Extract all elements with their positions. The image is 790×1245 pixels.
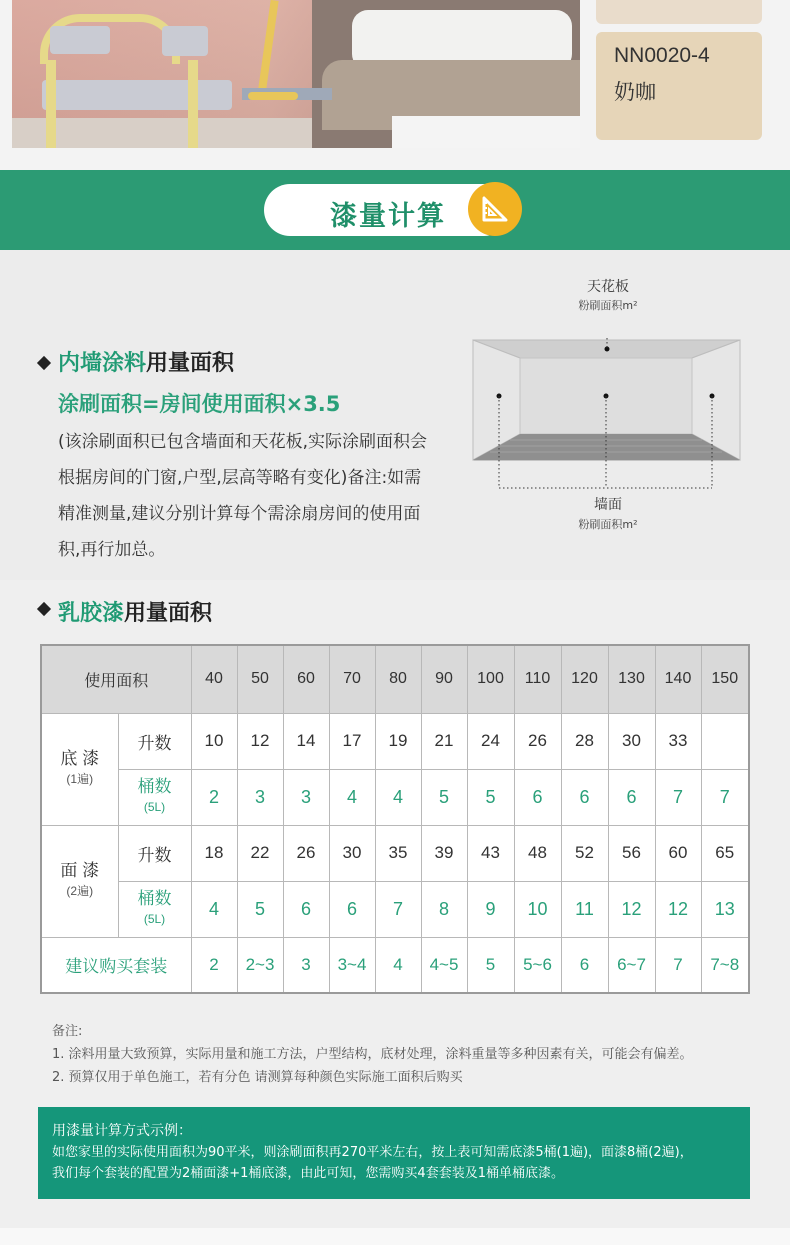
suggest-cell: 6 — [561, 937, 608, 993]
swatch-name: 奶咖 — [614, 80, 656, 104]
area-cell: 150 — [701, 645, 749, 713]
topcoat-buckets-cell: 13 — [701, 881, 749, 937]
suggest-cell: 7 — [655, 937, 701, 993]
area-cell: 140 — [655, 645, 701, 713]
buckets-label — [118, 769, 191, 825]
table-row — [41, 881, 749, 937]
primer-liters-cell: 24 — [467, 713, 514, 769]
suggest-cell: 5~6 — [514, 937, 561, 993]
primer-label: 底 漆 — [60, 749, 100, 768]
suggest-label: 建议购买套装 — [41, 937, 191, 993]
area-cell: 120 — [561, 645, 608, 713]
primer-group-label — [41, 713, 118, 825]
primer-buckets-cell: 3 — [237, 769, 283, 825]
topcoat-liters-cell: 52 — [561, 825, 608, 881]
primer-buckets-cell: 6 — [514, 769, 561, 825]
paint-usage-table — [40, 644, 750, 994]
suggest-cell: 4 — [375, 937, 421, 993]
topcoat-coats: (2遍) — [66, 884, 94, 898]
primer-buckets-cell: 4 — [329, 769, 375, 825]
topcoat-buckets-cell: 6 — [283, 881, 329, 937]
topcoat-liters-cell: 65 — [701, 825, 749, 881]
primer-liters-cell: 19 — [375, 713, 421, 769]
bucket-size: (5L) — [143, 800, 166, 814]
topcoat-buckets-cell: 10 — [514, 881, 561, 937]
primer-liters-cell: 12 — [237, 713, 283, 769]
topcoat-liters-cell: 39 — [421, 825, 467, 881]
buckets-label — [118, 881, 191, 937]
topcoat-liters-cell: 26 — [283, 825, 329, 881]
notes-line: 1. 涂料用量大致预算，实际用量和施工方法，户型结构，底材处理，涂料重量等多种因素有关，可能会有偏差。 — [52, 1047, 693, 1062]
diamond-bullet-icon — [37, 602, 51, 616]
primer-buckets-cell: 6 — [561, 769, 608, 825]
section-banner — [0, 170, 790, 250]
area-cell: 130 — [608, 645, 655, 713]
interior-heading — [58, 346, 234, 377]
liters-label: 升数 — [118, 825, 191, 881]
area-cell: 80 — [375, 645, 421, 713]
topcoat-liters-cell: 35 — [375, 825, 421, 881]
topcoat-liters-cell: 56 — [608, 825, 655, 881]
suggest-cell: 4~5 — [421, 937, 467, 993]
color-swatch-card[interactable] — [596, 32, 762, 140]
footer-divider — [0, 1228, 790, 1245]
suggest-cell: 2~3 — [237, 937, 283, 993]
area-cell: 60 — [283, 645, 329, 713]
primer-liters-cell: 26 — [514, 713, 561, 769]
topcoat-buckets-cell: 8 — [421, 881, 467, 937]
topcoat-buckets-cell: 7 — [375, 881, 421, 937]
area-formula: 涂刷面积=房间使用面积×3.5 — [58, 392, 341, 416]
bucket-size: (5L) — [143, 912, 166, 926]
notes-line: 2. 预算仅用于单色施工，若有分色 请测算每种颜色实际施工面积后购买 — [52, 1070, 463, 1085]
topcoat-buckets-cell: 11 — [561, 881, 608, 937]
area-cell: 50 — [237, 645, 283, 713]
primer-liters-cell: 28 — [561, 713, 608, 769]
room-photo — [12, 0, 580, 148]
topcoat-group-label — [41, 825, 118, 937]
primer-buckets-cell: 7 — [655, 769, 701, 825]
primer-buckets-cell: 5 — [467, 769, 514, 825]
topcoat-buckets-cell: 9 — [467, 881, 514, 937]
topcoat-label: 面 漆 — [60, 861, 100, 880]
wall-label: 墙面 — [594, 497, 622, 513]
interior-paint-section — [0, 250, 790, 580]
primer-buckets-cell: 2 — [191, 769, 237, 825]
example-title: 用漆量计算方式示例： — [52, 1123, 192, 1139]
primer-liters-cell: 17 — [329, 713, 375, 769]
example-box — [38, 1107, 750, 1199]
swatch-code: NN0020-4 — [614, 44, 710, 67]
topcoat-buckets-cell: 12 — [655, 881, 701, 937]
primer-liters-cell: 14 — [283, 713, 329, 769]
area-cell: 40 — [191, 645, 237, 713]
primer-liters-cell — [701, 713, 749, 769]
suggest-cell: 3~4 — [329, 937, 375, 993]
example-line: 如您家里的实际使用面积为90平米，则涂刷面积再270平米左右，按上表可知需底漆5桶(1遍)，面漆8桶(2遍)， — [52, 1145, 693, 1160]
latex-heading — [58, 596, 212, 627]
suggest-cell: 5 — [467, 937, 514, 993]
diamond-bullet-icon — [37, 356, 51, 370]
area-description: (该涂刷面积已包含墙面和天花板,实际涂刷面积会根据房间的门窗,户型,层高等略有变化)备注:如需精准测量,建议分别计算每个需涂扇房间的使用面积,再行加总。 — [58, 432, 428, 560]
primer-buckets-cell: 7 — [701, 769, 749, 825]
table-row-suggest — [41, 937, 749, 993]
area-header: 使用面积 — [41, 645, 191, 713]
topcoat-liters-cell: 43 — [467, 825, 514, 881]
topcoat-liters-cell: 22 — [237, 825, 283, 881]
latex-heading-highlight: 乳胶漆 — [58, 601, 125, 626]
topcoat-buckets-cell: 5 — [237, 881, 283, 937]
liters-label: 升数 — [118, 713, 191, 769]
wall-sub-label: 粉刷面积m² — [578, 518, 638, 531]
interior-heading-rest: 用量面积 — [146, 351, 235, 376]
buckets-label-text: 桶数 — [137, 777, 172, 796]
ceiling-label: 天花板 — [587, 279, 629, 295]
primer-buckets-cell: 3 — [283, 769, 329, 825]
area-cell: 110 — [514, 645, 561, 713]
primer-coats: (1遍) — [66, 772, 94, 786]
banner-pill — [264, 184, 510, 236]
banner-title: 漆量计算 — [330, 201, 446, 232]
topcoat-buckets-cell: 6 — [329, 881, 375, 937]
area-cell: 100 — [467, 645, 514, 713]
example-line: 我们每个套装的配置为2桶面漆+1桶底漆，由此可知，您需购买4套套装及1桶单桶底漆。 — [52, 1166, 564, 1181]
topcoat-liters-cell: 30 — [329, 825, 375, 881]
suggest-cell: 7~8 — [701, 937, 749, 993]
primer-liters-cell: 30 — [608, 713, 655, 769]
table-header-row — [41, 645, 749, 713]
primer-buckets-cell: 6 — [608, 769, 655, 825]
top-strip — [0, 0, 790, 170]
primer-liters-cell: 33 — [655, 713, 701, 769]
topcoat-liters-cell: 48 — [514, 825, 561, 881]
notes-title: 备注: — [52, 1024, 83, 1039]
ceiling-sub-label: 粉刷面积m² — [578, 299, 638, 312]
primer-buckets-cell: 4 — [375, 769, 421, 825]
suggest-cell: 6~7 — [608, 937, 655, 993]
interior-heading-highlight: 内墙涂料 — [58, 351, 147, 376]
suggest-cell: 3 — [283, 937, 329, 993]
topcoat-buckets-cell: 12 — [608, 881, 655, 937]
latex-heading-rest: 用量面积 — [124, 601, 213, 626]
buckets-label-text: 桶数 — [137, 889, 172, 908]
topcoat-buckets-cell: 4 — [191, 881, 237, 937]
set-square-icon — [468, 182, 522, 236]
suggest-cell: 2 — [191, 937, 237, 993]
primer-liters-cell: 21 — [421, 713, 467, 769]
table-row — [41, 825, 749, 881]
primer-buckets-cell: 5 — [421, 769, 467, 825]
topcoat-liters-cell: 18 — [191, 825, 237, 881]
area-cell: 90 — [421, 645, 467, 713]
table-row — [41, 713, 749, 769]
area-cell: 70 — [329, 645, 375, 713]
notes-block — [52, 1020, 693, 1089]
color-swatch-top — [596, 0, 762, 24]
primer-liters-cell: 10 — [191, 713, 237, 769]
topcoat-liters-cell: 60 — [655, 825, 701, 881]
table-row — [41, 769, 749, 825]
